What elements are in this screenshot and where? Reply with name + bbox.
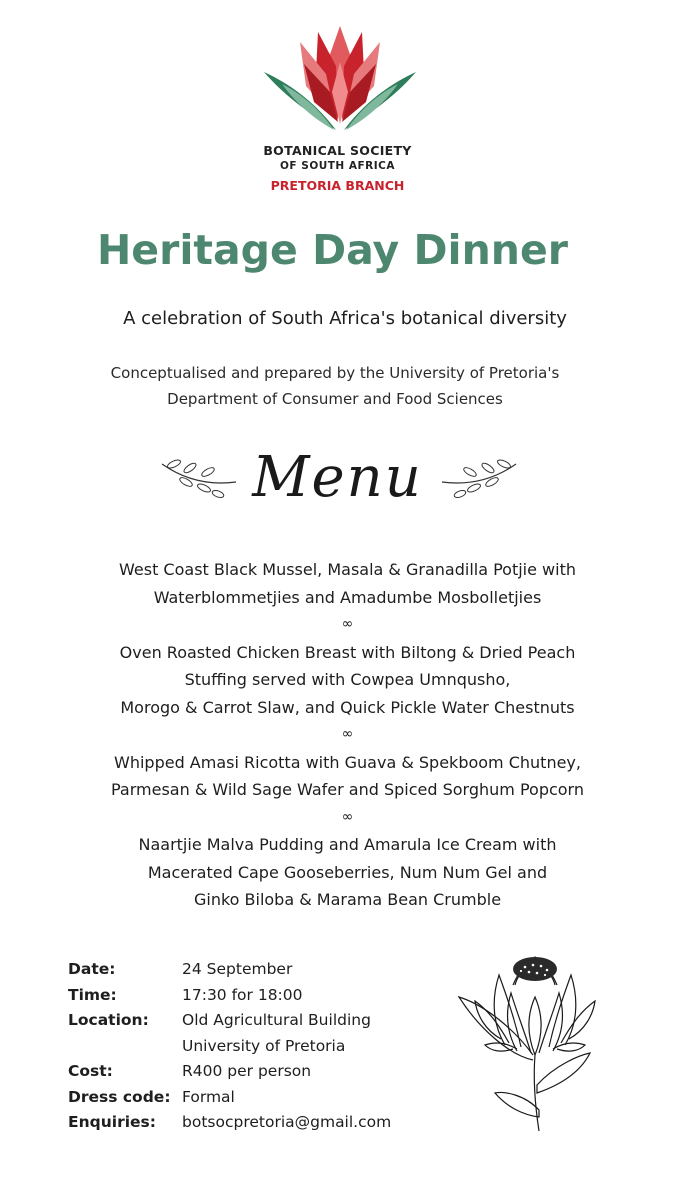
detail-label: Location: bbox=[68, 1011, 149, 1029]
menu-heading: Menu bbox=[252, 445, 423, 510]
prepared-line1: Conceptualised and prepared by the University of Pretoria's bbox=[110, 364, 560, 382]
org-name-line2: OF SOUTH AFRICA bbox=[280, 160, 395, 172]
detail-value: University of Pretoria bbox=[182, 1036, 346, 1055]
course-separator: ∞ bbox=[341, 726, 354, 742]
course-line: Naartjie Malva Pudding and Amarula Ice Cream with bbox=[138, 835, 557, 854]
event-details bbox=[68, 957, 391, 1136]
detail-value: 17:30 for 18:00 bbox=[182, 985, 303, 1004]
menu-courses bbox=[0, 556, 675, 914]
subtitle: A celebration of South Africa's botanical diversity bbox=[123, 308, 567, 329]
course-line: Ginko Biloba & Marama Bean Crumble bbox=[193, 890, 502, 909]
detail-row-cost bbox=[68, 1059, 391, 1085]
detail-label: Date: bbox=[68, 960, 116, 978]
course-line: Oven Roasted Chicken Breast with Biltong & Dried Peach bbox=[119, 642, 576, 662]
detail-row-location-2 bbox=[68, 1034, 391, 1060]
detail-row-enquiries bbox=[68, 1110, 391, 1136]
detail-label: Dress code: bbox=[68, 1087, 171, 1106]
prepared-line2: Department of Consumer and Food Sciences bbox=[167, 390, 503, 408]
detail-value: Old Agricultural Building bbox=[182, 1011, 371, 1029]
protea-drawing-icon bbox=[455, 935, 615, 1135]
detail-label: Time: bbox=[68, 985, 117, 1004]
detail-value: R400 per person bbox=[182, 1062, 312, 1080]
course-separator: ∞ bbox=[341, 616, 354, 632]
course-line: Waterblommetjies and Amadumbe Mosbolletjies bbox=[153, 587, 542, 607]
detail-label: Enquiries: bbox=[68, 1113, 156, 1131]
detail-row-date bbox=[68, 957, 391, 983]
detail-label: Cost: bbox=[68, 1062, 113, 1080]
course-4 bbox=[0, 831, 675, 914]
course-line: Morogo & Carrot Slaw, and Quick Pickle Water Chestnuts bbox=[120, 697, 575, 717]
course-line: Whipped Amasi Ricotta with Guava & Spekboom Chutney, bbox=[114, 752, 581, 772]
detail-value: Formal bbox=[182, 1087, 235, 1106]
detail-row-dress-code bbox=[68, 1085, 391, 1111]
detail-value: 24 September bbox=[182, 960, 293, 978]
course-line: Parmesan & Wild Sage Wafer and Spiced Sorghum Popcorn bbox=[110, 780, 584, 799]
org-name-line1: BOTANICAL SOCIETY bbox=[263, 143, 412, 158]
detail-row-location bbox=[68, 1008, 391, 1034]
course-3 bbox=[0, 749, 675, 804]
course-2 bbox=[0, 639, 675, 722]
detail-label bbox=[68, 1034, 182, 1060]
course-1 bbox=[0, 556, 675, 611]
course-line: Macerated Cape Gooseberries, Num Num Gel and bbox=[147, 862, 548, 882]
prepared-by bbox=[0, 360, 670, 412]
sprig-right-icon bbox=[440, 458, 518, 502]
course-separator: ∞ bbox=[341, 808, 354, 825]
org-branch: PRETORIA BRANCH bbox=[270, 178, 405, 193]
org-logo bbox=[254, 22, 424, 202]
course-line: West Coast Black Mussel, Masala & Granadilla Potjie with bbox=[119, 560, 576, 579]
page-title: Heritage Day Dinner bbox=[96, 226, 569, 274]
course-line: Stuffing served with Cowpea Umnqusho, bbox=[184, 670, 511, 689]
protea-logo-icon bbox=[260, 22, 420, 134]
detail-row-time bbox=[68, 983, 391, 1009]
detail-value: botsocpretoria@gmail.com bbox=[182, 1113, 392, 1131]
